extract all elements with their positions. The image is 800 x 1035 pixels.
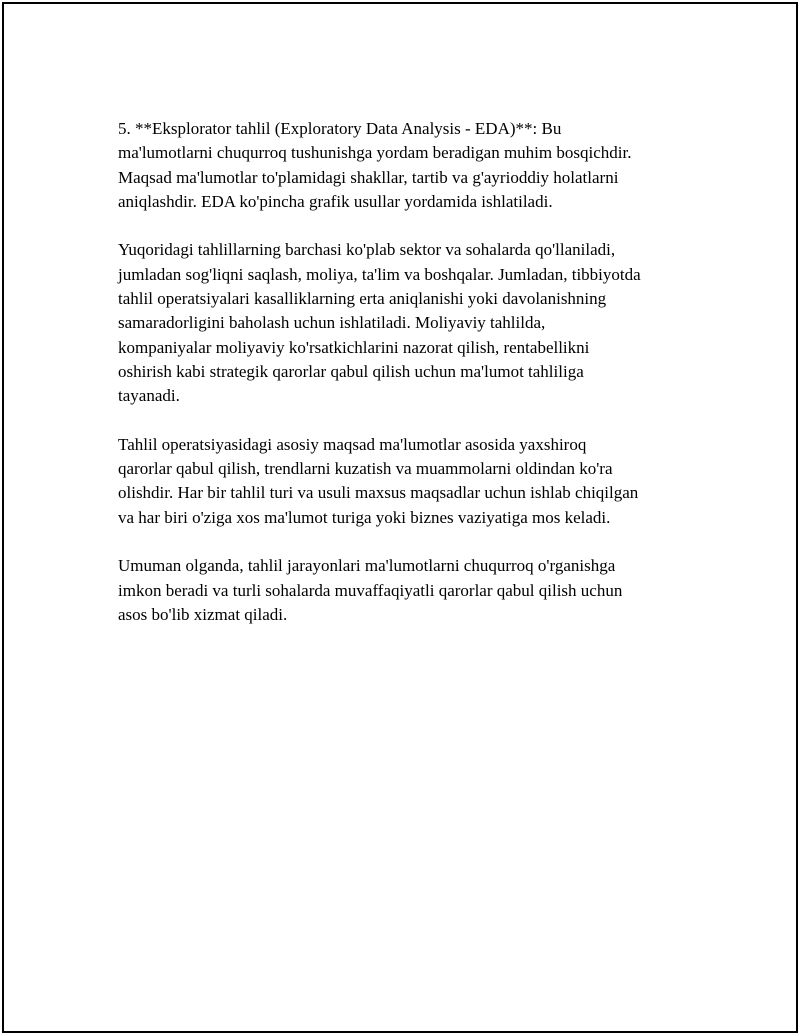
text-line: qarorlar qabul qilish, trendlarni kuzatish va muammolarni oldindan ko'ra <box>118 459 613 479</box>
text-line: samaradorligini baholash uchun ishlatiladi. Moliyaviy tahlilda, <box>118 313 546 333</box>
text-line: asos bo'lib xizmat qiladi. <box>118 604 288 624</box>
document-body <box>118 117 698 652</box>
text-line: kompaniyalar moliyaviy ko'rsatkichlarini nazorat qilish, rentabellikni <box>118 337 590 357</box>
paragraph-applications <box>118 238 698 408</box>
text-line: jumladan sog'liqni saqlash, moliya, ta'lim va boshqalar. Jumladan, tibbiyotda <box>118 264 641 284</box>
text-line: ma'lumotlarni chuqurroq tushunishga yordam beradigan muhim bosqichdir. <box>118 143 632 163</box>
paragraph-eda <box>118 117 698 214</box>
text-line: imkon beradi va turli sohalarda muvaffaqiyatli qarorlar qabul qilish uchun <box>118 580 623 600</box>
text-line: 5. **Eksplorator tahlil (Exploratory Data Analysis - EDA)**: Bu <box>118 119 562 138</box>
paragraph-conclusion <box>118 554 698 627</box>
paragraph-main-goal <box>118 433 698 530</box>
text-line: Yuqoridagi tahlillarning barchasi ko'plab sektor va sohalarda qo'llaniladi, <box>118 240 616 260</box>
text-line: tayanadi. <box>118 386 180 406</box>
text-line: tahlil operatsiyalari kasalliklarning erta aniqlanishi yoki davolanishning <box>118 289 607 309</box>
text-line: oshirish kabi strategik qarorlar qabul qilish uchun ma'lumot tahliliga <box>118 361 584 381</box>
text-line: Maqsad ma'lumotlar to'plamidagi shakllar, tartib va g'ayrioddiy holatlarni <box>118 167 619 187</box>
text-line: aniqlashdir. EDA ko'pincha grafik usullar yordamida ishlatiladi. <box>118 191 553 211</box>
text-line: va har biri o'ziga xos ma'lumot turiga yoki biznes vaziyatiga mos keladi. <box>118 507 611 527</box>
text-line: Umuman olganda, tahlil jarayonlari ma'lumotlarni chuqurroq o'rganishga <box>118 556 616 576</box>
text-line: olishdir. Har bir tahlil turi va usuli maxsus maqsadlar uchun ishlab chiqilgan <box>118 483 639 503</box>
text-line: Tahlil operatsiyasidagi asosiy maqsad ma'lumotlar asosida yaxshiroq <box>118 434 587 454</box>
